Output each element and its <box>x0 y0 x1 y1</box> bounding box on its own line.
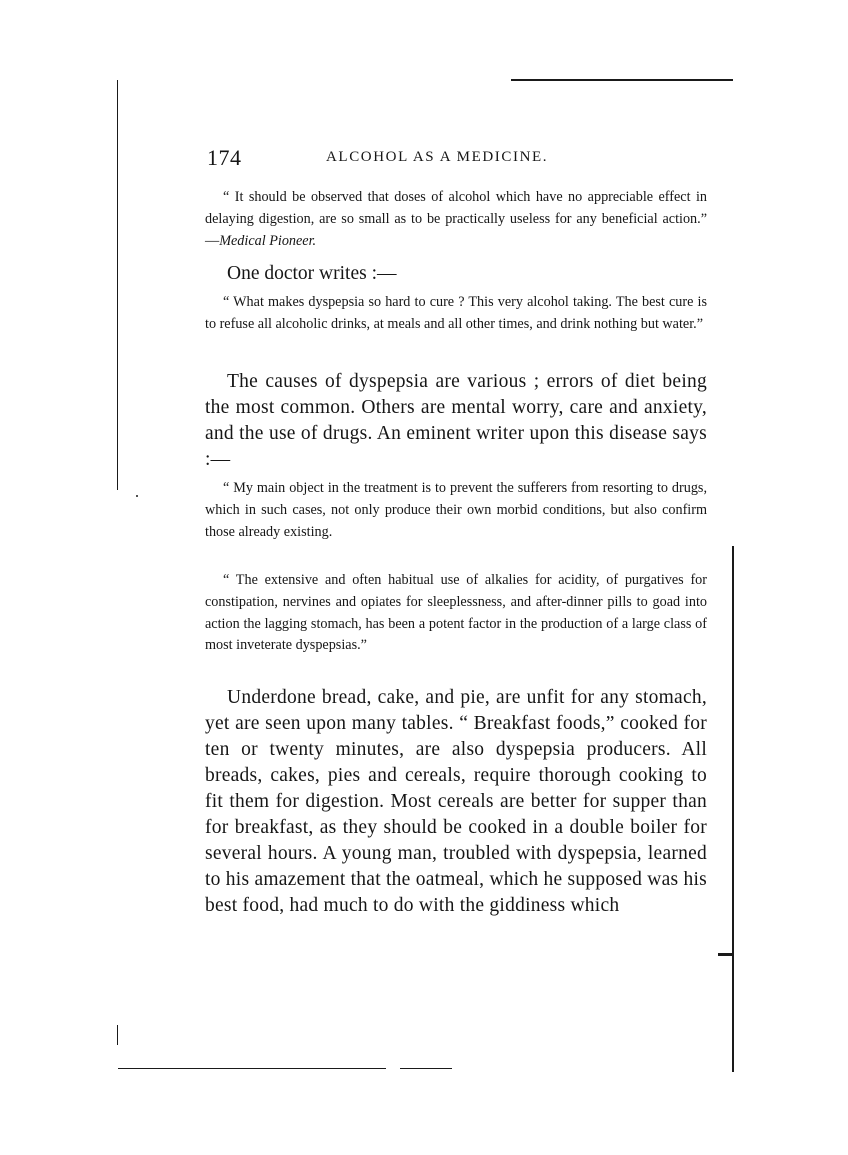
right-margin-line <box>732 546 734 1072</box>
body-paragraph-causes <box>205 369 707 473</box>
paragraph-underdone-text: Underdone bread, cake, and pie, are unfit for any stomach, yet are seen upon many tables. “ Breakfast foods,” cooked for ten or twenty minutes, are also dyspepsia producers. All breads, cakes, pies and cereals, require thorough cooking to fit them for digestion. Most cereals are better for supper than for breakfast, as they should be cooked in a double boiler for several hours. A young man, troubled with dyspepsia, learned to his amazement that the oatmeal, which he supposed was his best food, had much to do with the giddiness which <box>205 687 707 916</box>
page-header <box>207 145 707 173</box>
quote-doctor-text: “ What makes dyspepsia so hard to cure ? This very alcohol taking. The best cure is to refuse all alcoholic drinks, at meals and all other times, and drink nothing but water.” <box>205 294 707 332</box>
right-margin-notch <box>718 953 733 956</box>
page-number: 174 <box>207 145 242 170</box>
quote-habitual-use <box>205 570 707 657</box>
quote-eminent-writer-text: “ My main object in the treatment is to prevent the sufferers from resorting to drugs, which in such cases, not only produce their own morbid conditions, but also confirm those already existing. <box>205 480 707 540</box>
lead-in-text: One doctor writes :— <box>227 263 397 284</box>
top-right-rule <box>511 79 733 81</box>
running-head: ALCOHOL AS A MEDICINE. <box>326 149 549 165</box>
bottom-rule-left <box>118 1068 386 1069</box>
paragraph-causes-text: The causes of dyspepsia are various ; errors of diet being the most common. Others are mental worry, care and anxiety, and the use of drugs. An eminent writer upon this disease says :— <box>205 371 707 470</box>
bottom-rule-right <box>400 1068 452 1069</box>
lead-in-line <box>227 262 707 286</box>
quote-eminent-writer <box>205 478 707 543</box>
quote-doctor <box>205 292 707 336</box>
quote-text: “ It should be observed that doses of alcohol which have no appreciable effect in delaying digestion, are so small as to be practically useless for any beneficial action.” — <box>205 189 707 249</box>
quote-alcohol-doses <box>205 187 707 252</box>
left-margin-line <box>117 80 118 490</box>
quote-habitual-use-text: “ The extensive and often habitual use of alkalies for acidity, of purgatives for constipation, nervines and opiates for sleeplessness, and after-dinner pills to goad into action the lagging stomach, has been a potent factor in the production of a large class of most inveterate dyspepsias.” <box>205 572 707 654</box>
left-margin-speck <box>136 495 138 497</box>
body-paragraph-underdone <box>205 685 707 919</box>
quote-attribution: Medical Pioneer. <box>219 232 317 249</box>
left-margin-tick <box>117 1025 118 1045</box>
